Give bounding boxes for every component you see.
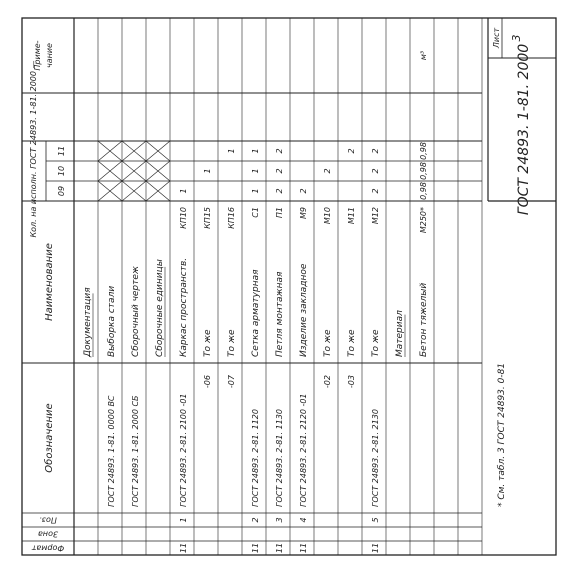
footnote: * См. табл. 3 ГОСТ 24893. 0-81: [497, 362, 507, 507]
cell-name: Изделие закладное: [299, 263, 309, 357]
cell-name: Документация: [83, 287, 93, 357]
cell-qty: 2: [275, 188, 284, 194]
stamp-sheet-no: 3: [510, 34, 523, 42]
cell-mark: КП16: [227, 207, 236, 229]
cell-designation: ГОСТ 24893. 2-81. 2120 -01: [299, 393, 308, 507]
rotated-table-wrapper: [16, 15, 562, 563]
header-pos: Поз.: [39, 515, 57, 525]
header-qty-title: Кол. на исполн. ГОСТ 24893. 1-81. 2000 —: [29, 60, 38, 238]
cell-qty: 2: [371, 188, 380, 194]
header-note: Приме-: [33, 40, 42, 71]
cell-qty: 2: [371, 148, 380, 154]
cell-qty: 2: [347, 148, 356, 154]
cell-note: м³: [419, 50, 428, 61]
cell-qty: 2: [275, 148, 284, 154]
cell-qty: 1: [251, 188, 260, 194]
cell-qty: 1: [227, 148, 236, 154]
specification-table: [16, 15, 562, 563]
cell-mark: М250*: [419, 207, 428, 234]
cell-name: То же: [203, 329, 213, 357]
cell-format: 11: [371, 542, 380, 554]
header-zone: Зона: [37, 529, 59, 539]
cell-pos: 4: [299, 517, 308, 523]
header-name: Наименование: [44, 243, 55, 321]
cell-mark: С1: [251, 207, 260, 218]
cell-name: Сборочный чертеж: [131, 265, 141, 357]
cell-designation: -03: [347, 375, 356, 389]
cell-name: Сборочные единицы: [155, 259, 165, 357]
cell-qty: 2: [323, 168, 332, 174]
cell-qty: 2: [275, 168, 284, 174]
stamp-doc-code: ГОСТ 24893. 1-81. 2000: [516, 43, 532, 216]
stamp-sheet-label: Лист: [492, 27, 501, 49]
cell-mark: КП10: [179, 207, 188, 229]
cell-format: 11: [179, 542, 188, 554]
cell-pos: 5: [371, 517, 380, 523]
cell-qty: 2: [299, 188, 308, 194]
cell-designation: -02: [323, 375, 332, 389]
cell-qty: 0,98: [419, 162, 428, 180]
cell-name: То же: [347, 329, 357, 357]
cell-mark: П1: [275, 207, 284, 219]
cell-format: 11: [251, 542, 260, 554]
cell-mark: М11: [347, 207, 356, 225]
cell-mark: М10: [323, 207, 332, 225]
cell-pos: 1: [179, 517, 188, 523]
header-note2: чание: [45, 43, 54, 68]
cell-designation: -07: [227, 375, 236, 389]
cell-name: Выборка стали: [107, 285, 117, 357]
cell-designation: ГОСТ 24893. 2-81. 2100 -01: [179, 393, 188, 507]
cell-designation: -06: [203, 375, 212, 389]
cell-qty: 1: [203, 168, 212, 174]
cell-designation: ГОСТ 24893. 1-81. 0000 ВС: [107, 395, 116, 507]
cell-name: То же: [323, 329, 333, 357]
header-qty-col: 11: [57, 145, 66, 157]
cell-format: 11: [299, 542, 308, 554]
header-designation: Обозначение: [44, 403, 55, 473]
cell-designation: ГОСТ 24893. 2-81. 1120: [251, 409, 260, 507]
cell-mark: М9: [299, 207, 308, 219]
cell-name: То же: [227, 329, 237, 357]
cell-qty: 2: [371, 168, 380, 174]
cell-name: Сетка арматурная: [251, 269, 261, 357]
outer-frame: [22, 18, 556, 555]
cell-name: Бетон тяжелый: [419, 282, 429, 357]
cell-name: Материал: [395, 310, 405, 357]
cell-qty: 0,98: [419, 142, 428, 160]
cell-designation: ГОСТ 24893. 1-81. 2000 СБ: [131, 395, 140, 507]
cell-format: 11: [275, 542, 284, 554]
cell-qty: 1: [251, 148, 260, 154]
header-qty-col: 09: [57, 185, 66, 197]
cell-designation: ГОСТ 24893. 2-81. 1130: [275, 409, 284, 507]
cell-qty: 1: [251, 168, 260, 174]
cell-pos: 3: [275, 517, 284, 523]
header-qty-col: 10: [57, 165, 66, 177]
cell-qty: 0,98: [419, 182, 428, 200]
cell-name: Петля монтажная: [275, 271, 285, 357]
cell-mark: М12: [371, 207, 380, 225]
cell-pos: 2: [251, 517, 260, 523]
cell-designation: ГОСТ 24893. 2-81. 2130: [371, 409, 380, 507]
cell-name: Каркас пространств.: [179, 257, 189, 357]
cell-mark: КП15: [203, 207, 212, 229]
cell-qty: 1: [179, 188, 188, 194]
cell-name: То же: [371, 329, 381, 357]
header-format: Формат: [31, 543, 65, 553]
